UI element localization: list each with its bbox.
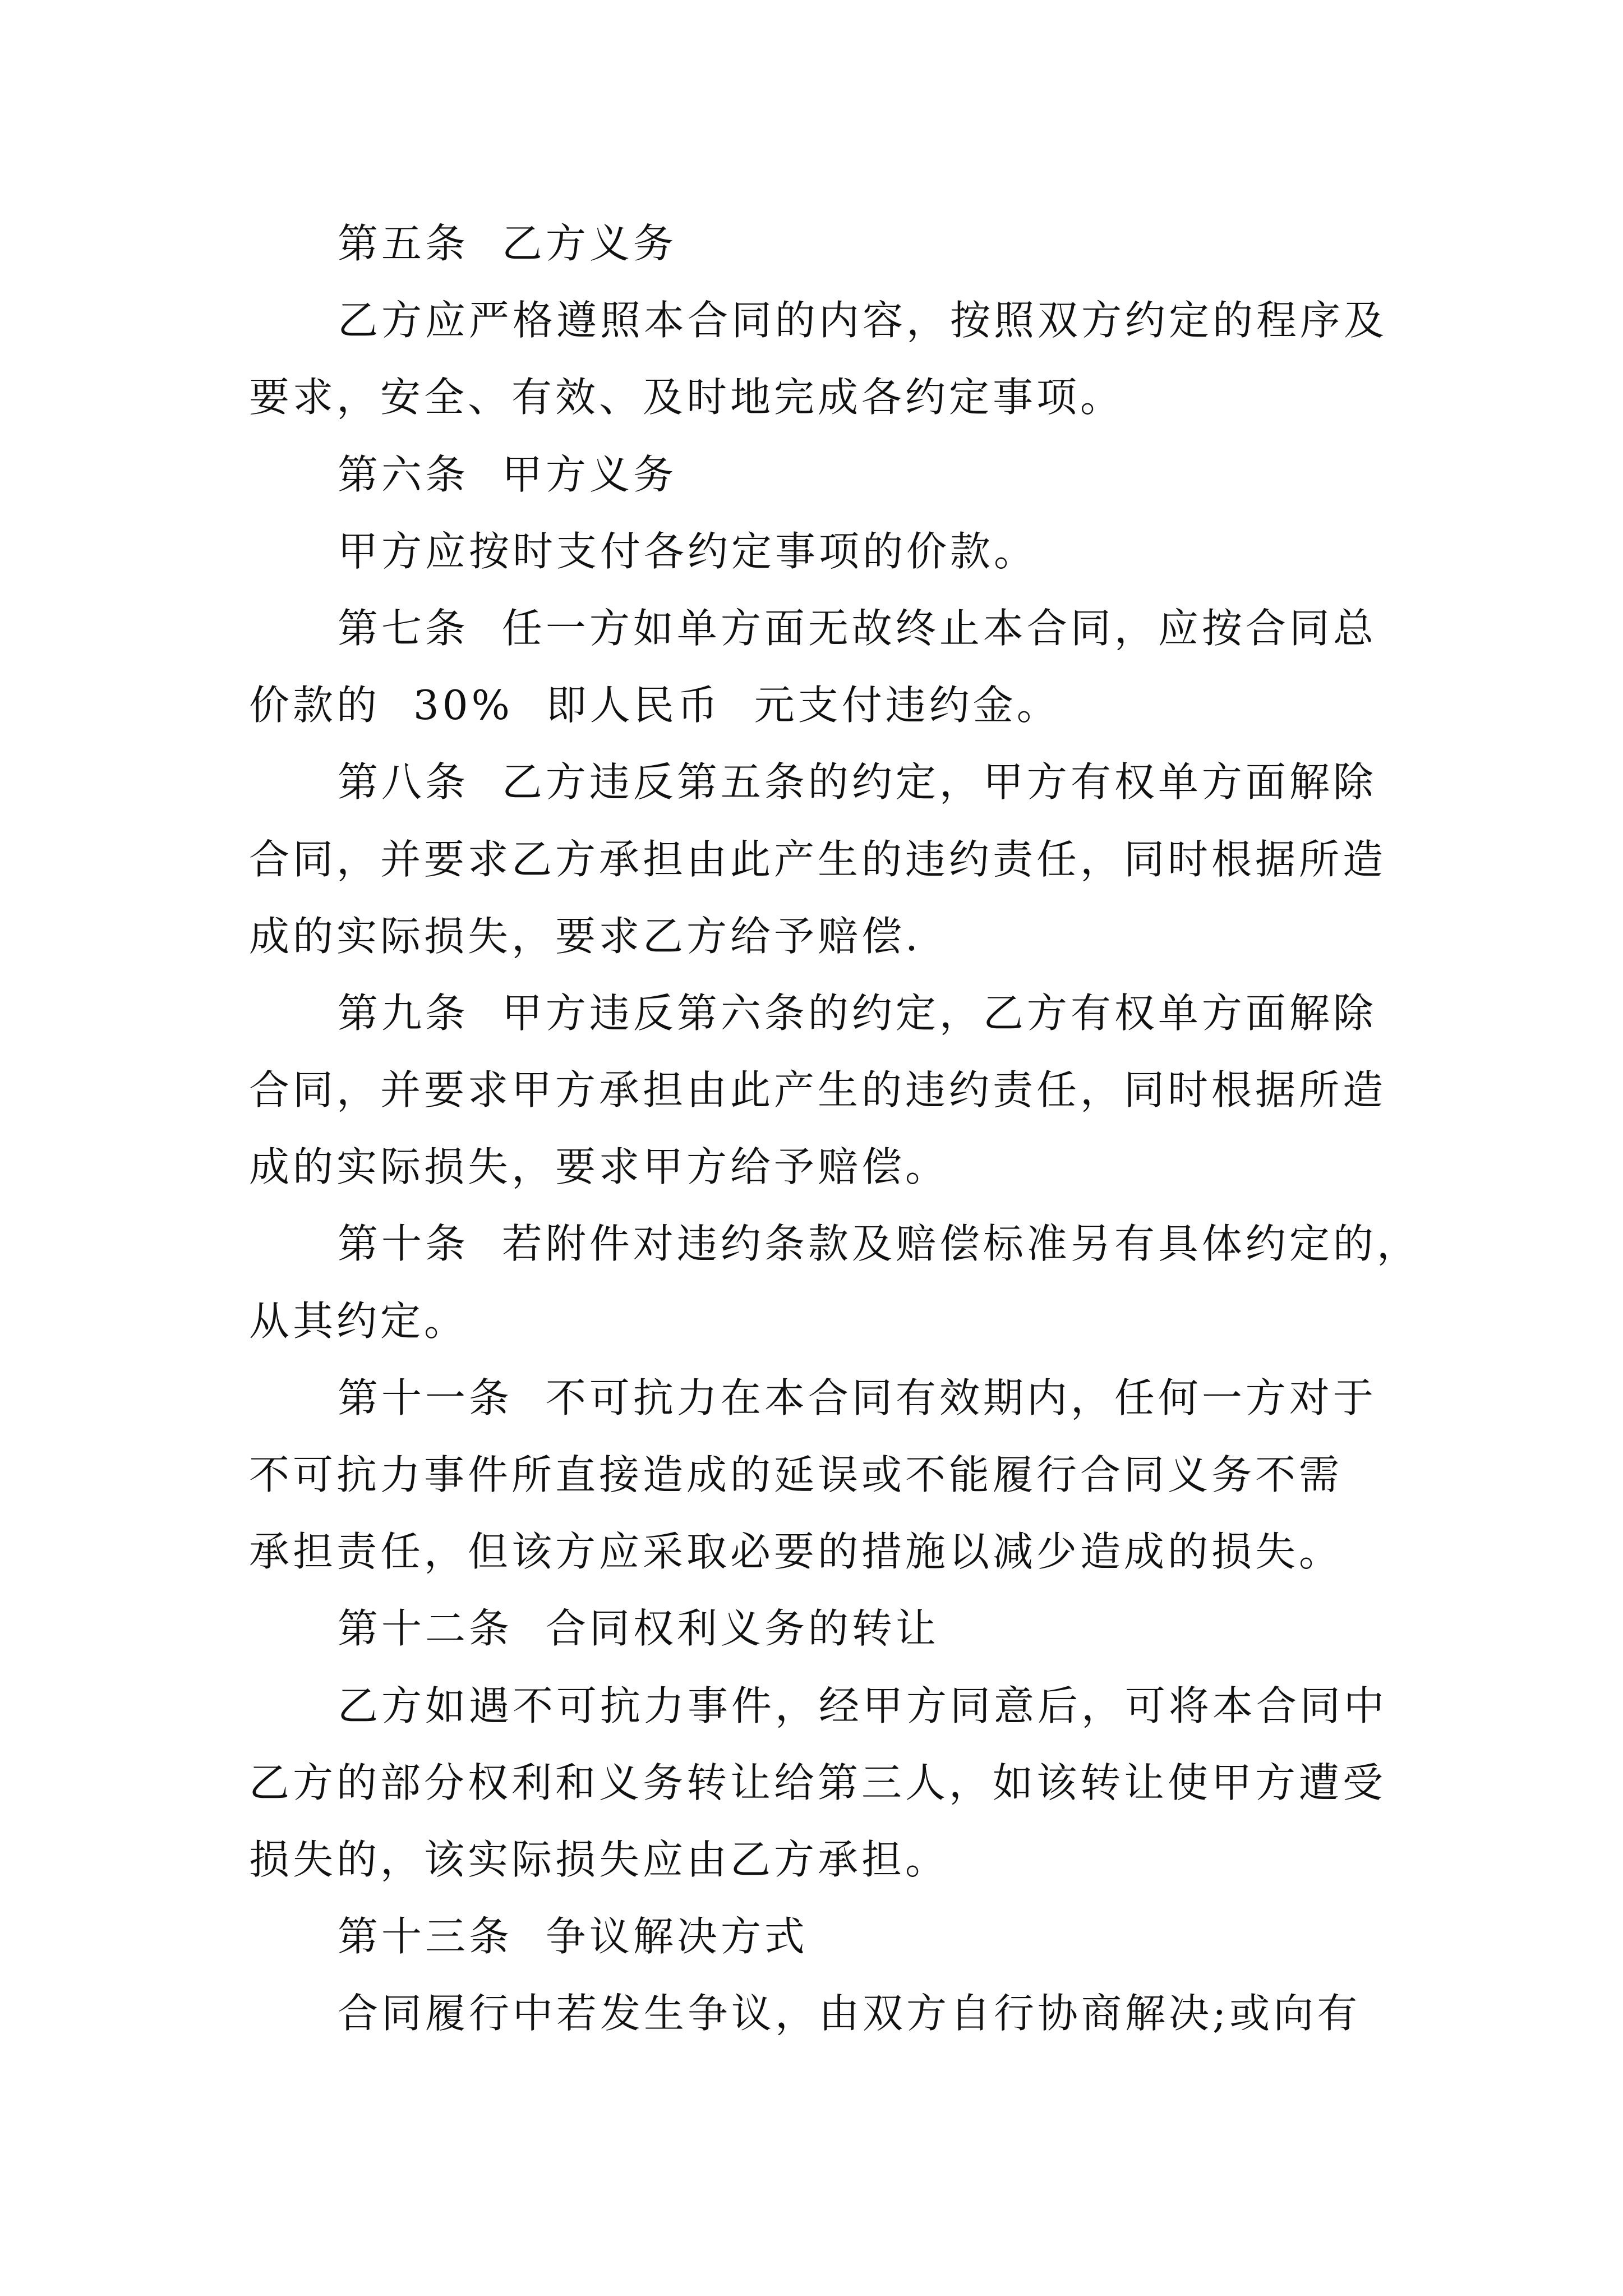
paragraph-line: 第八条 乙方违反第五条的约定，甲方有权单方面解除 [338, 758, 1377, 806]
article-5-heading [249, 205, 1623, 282]
paragraph-line: 第七条 任一方如单方面无故终止本合同，应按合同总 [338, 604, 1377, 652]
article-9-paragraph [249, 975, 1623, 1206]
article-10-paragraph [249, 1205, 1623, 1359]
heading-text: 第十三条 争议解决方式 [338, 1913, 808, 1961]
paragraph-line: 合同，并要求乙方承担由此产生的违约责任，同时根据所造 [249, 835, 1387, 883]
article-6-heading [249, 436, 1623, 513]
article-13-heading [249, 1898, 1623, 1975]
paragraph-line: 合同，并要求甲方承担由此产生的违约责任，同时根据所造 [249, 1066, 1387, 1114]
paragraph-line: 损失的，该实际损失应由乙方承担。 [249, 1835, 949, 1883]
paragraph-line: 承担责任，但该方应采取必要的措施以减少造成的损失。 [249, 1528, 1343, 1576]
article-8-paragraph [249, 744, 1623, 975]
paragraph-line: 成的实际损失，要求甲方给予赔偿。 [249, 1143, 949, 1191]
heading-text: 第五条 乙方义务 [338, 220, 677, 267]
paragraph-line: 第十一条 不可抗力在本合同有效期内，任何一方对于 [338, 1374, 1377, 1421]
article-5-body [249, 282, 1623, 436]
paragraph-line: 乙方应严格遵照本合同的内容，按照双方约定的程序及 [338, 297, 1388, 344]
article-6-body [249, 513, 1623, 590]
article-13-body [249, 1975, 1623, 2052]
paragraph-line: 价款的 30% 即人民币 元支付违约金。 [249, 682, 1061, 729]
paragraph-line: 甲方应按时支付各约定事项的价款。 [338, 527, 1038, 575]
paragraph-line: 第九条 甲方违反第六条的约定，乙方有权单方面解除 [338, 989, 1377, 1037]
paragraph-line: 第十条 若附件对违约条款及赔偿标准另有具体约定的， [338, 1220, 1421, 1268]
paragraph-line: 从其约定。 [249, 1297, 468, 1345]
paragraph-line: 合同履行中若发生争议，由双方自行协商解决;或向有 [338, 1990, 1361, 2037]
article-12-heading [249, 1590, 1623, 1667]
paragraph-line: 成的实际损失，要求乙方给予赔偿. [249, 912, 921, 960]
heading-text: 第六条 甲方义务 [338, 450, 677, 498]
paragraph-line: 要求，安全、有效、及时地完成各约定事项。 [249, 374, 1124, 421]
article-11-paragraph [249, 1360, 1623, 1591]
heading-text: 第十二条 合同权利义务的转让 [338, 1605, 939, 1653]
paragraph-line: 乙方的部分权利和义务转让给第三人，如该转让使甲方遭受 [249, 1759, 1387, 1806]
article-12-body [249, 1668, 1623, 1899]
article-7-paragraph [249, 590, 1623, 744]
paragraph-line: 乙方如遇不可抗力事件，经甲方同意后，可将本合同中 [338, 1682, 1388, 1729]
paragraph-line: 不可抗力事件所直接造成的延误或不能履行合同义务不需 [249, 1451, 1343, 1498]
